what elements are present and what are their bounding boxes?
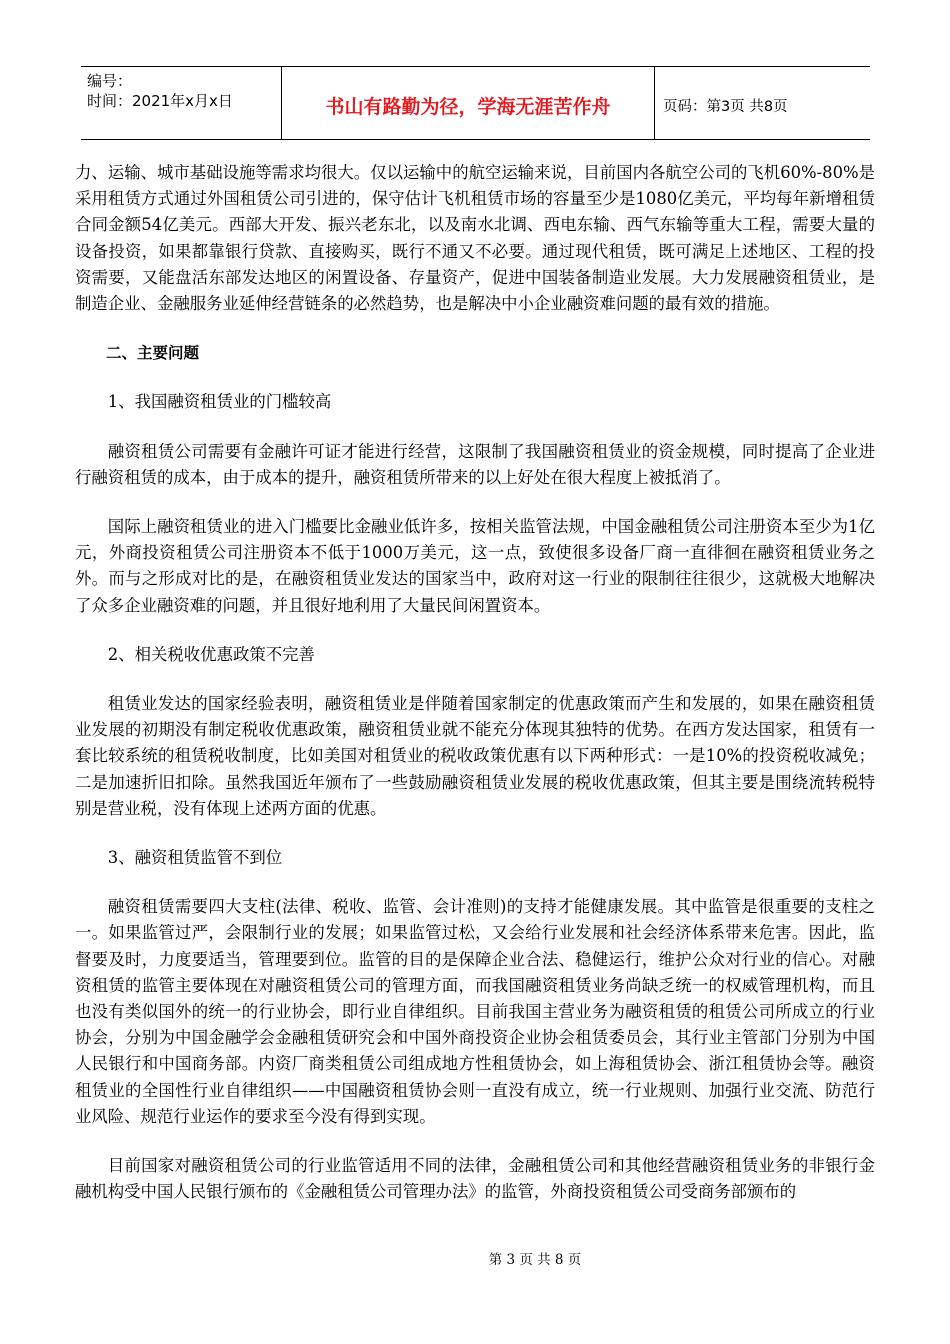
section-heading-main-problems: 二、主要问题 bbox=[106, 344, 200, 363]
subsection-heading-2: 2、相关税收优惠政策不完善 bbox=[107, 644, 315, 664]
paragraph-1: 力、运输、城市基础设施等需求均很大。仅以运输中的航空运输来说，目前国内各航空公司的飞机60%-80%是采用租赁方式通过外国租赁公司引进的，保守估计飞机租赁市场的容量至少是1080亿美元，平均每年新增租赁合同金额54亿美元。西部大开发、振兴老东北，以及南水北调、西电东输、西气东输等重大工程，需要大量的设备投资，如果都靠银行贷款、直接购买，既行不通又不必要。通过现代租赁，既可满足上述地区、工程的投资需要，又能盘活东部发达地区的闲置设备、存量资产，促进中国装备制造业发展。大力发展融资租赁业，是制造企业、金融服务业延伸经营链条的必然趋势，也是解决中小企业融资难问题的最有效的措施。 bbox=[75, 163, 875, 314]
paragraph-2: 融资租赁公司需要有金融许可证才能进行经营，这限制了我国融资租赁业的资金规模，同时提高了企业进行融资租赁的成本，由于成本的提升，融资租赁所带来的以上好处在很大程度上被抵消了。 bbox=[75, 441, 875, 487]
header-page-number: 页码：第3页 共8页 bbox=[663, 98, 788, 115]
paragraph-5: 融资租赁需要四大支柱(法律、税收、监管、会计准则)的支持才能健康发展。其中监管是很重要的支柱之一。如果监管过严，会限制行业的发展；如果监管过松，又会给行业发展和社会经济体系带来危害。因此，监督要及时，力度要适当，管理要到位。监管的目的是保障企业合法、稳健运行，维护公众对行业的信心。对融资租赁的监管主要体现在对融资租赁公司的管理方面，而我国融资租赁业务尚缺乏统一的权威管理机构，而且也没有类似国外的统一的行业协会，即行业自律组织。目前我国主营业务为融资租赁的租赁公司所成立的行业协会，分别为中国金融学会金融租赁研究会和中国外商投资企业协会租赁委员会，其行业主管部门分别为中国人民银行和中国商务部。内资厂商类租赁公司组成地方性租赁协会，如上海租赁协会、浙江租赁协会等。融资租赁业的全国性行业自律组织——中国融资租赁协会则一直没有成立，统一行业规则、加强行业交流、防范行业风险、规范行业运作的要求至今没有得到实现。 bbox=[75, 897, 875, 1126]
paragraph-3: 国际上融资租赁业的进入门槛要比金融业低许多，按相关监管法规，中国金融租赁公司注册资本至少为1亿元，外商投资租赁公司注册资本不低于1000万美元，这一点，致使很多设备厂商一直徘徊在融资租赁业务之外。而与之形成对比的是，在融资租赁业发达的国家当中，政府对这一行业的限制往往很少，这就极大地解决了众多企业融资难的问题，并且很好地利用了大量民间闲置资本。 bbox=[75, 517, 875, 615]
paragraph-4: 租赁业发达的国家经验表明，融资租赁业是伴随着国家制定的优惠政策而产生和发展的，如果在融资租赁业发展的初期没有制定税收优惠政策，融资租赁业就不能充分体现其独特的优势。在西方发达国家，租赁有一套比较系统的租赁税收制度，比如美国对租赁业的税收政策优惠有以下两种形式：一是10%的投资税收减免；二是加速折旧扣除。虽然我国近年颁布了一些鼓励融资租赁业发展的税收优惠政策，但其主要是围绕流转税特别是营业税，没有体现上述两方面的优惠。 bbox=[75, 694, 875, 818]
header-meta bbox=[81, 67, 281, 139]
page-header bbox=[81, 66, 870, 140]
document-date: 时间：2021年x月x日 bbox=[87, 92, 233, 110]
footer-page-number: 第 3 页 共 8 页 bbox=[488, 1252, 582, 1268]
subsection-heading-1: 1、我国融资租赁业的门槛较高 bbox=[107, 392, 332, 412]
header-motto: 书山有路勤为径，学海无涯苦作舟 bbox=[281, 67, 655, 139]
document-body bbox=[75, 160, 875, 1206]
document-number: 编号： bbox=[87, 72, 133, 90]
page-footer bbox=[0, 1248, 950, 1268]
subsection-heading-3: 3、融资租赁监管不到位 bbox=[107, 848, 283, 868]
paragraph-6: 目前国家对融资租赁公司的行业监管适用不同的法律，金融租赁公司和其他经营融资租赁业务的非银行金融机构受中国人民银行颁布的《金融租赁公司管理办法》的监管，外商投资租赁公司受商务部颁布的 bbox=[75, 1156, 875, 1202]
